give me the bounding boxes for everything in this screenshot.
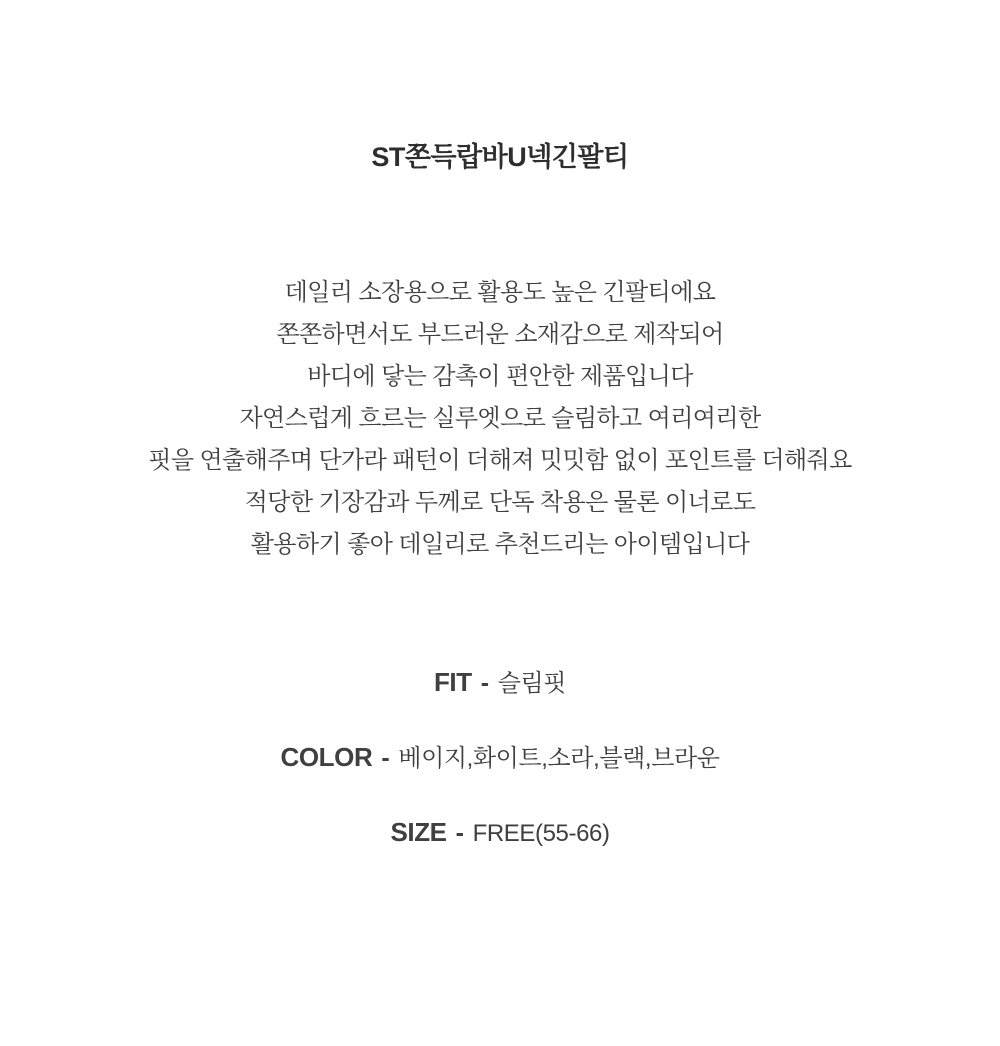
spec-label-fit: FIT [433,667,472,697]
description-line: 활용하기 좋아 데일리로 추천드리는 아이템입니다 [250,531,750,558]
description-line: 핏을 연출해주며 단가라 패턴이 더해져 밋밋함 없이 포인트를 더해줘요 [148,447,852,474]
spec-label-size: SIZE [390,817,447,847]
spec-separator: - [480,669,489,697]
spec-row-fit [0,661,1000,708]
description-line: 자연스럽게 흐르는 실루엣으로 슬림하고 여리여리한 [239,405,761,432]
product-specs [0,661,1000,858]
spec-value-color: 베이지,화이트,소라,블랙,브라운 [398,745,720,772]
spec-row-color [0,736,1000,783]
spec-row-size [0,811,1000,858]
spec-value-size: FREE(55-66) [472,820,610,847]
description-line: 데일리 소장용으로 활용도 높은 긴팔티에요 [284,279,716,306]
product-title: ST쫀득랍바U넥긴팔티 [371,142,629,172]
description-line: 바디에 닿는 감촉이 편안한 제품입니다 [307,363,693,390]
spec-value-fit: 슬림핏 [497,670,567,697]
description-line: 쫀쫀하면서도 부드러운 소재감으로 제작되어 [276,321,724,348]
spec-separator: - [381,744,390,772]
spec-separator: - [455,819,464,847]
product-description [0,272,1000,566]
description-line: 적당한 기장감과 두께로 단독 착용은 물론 이너로도 [244,489,756,516]
spec-label-color: COLOR [280,742,373,772]
